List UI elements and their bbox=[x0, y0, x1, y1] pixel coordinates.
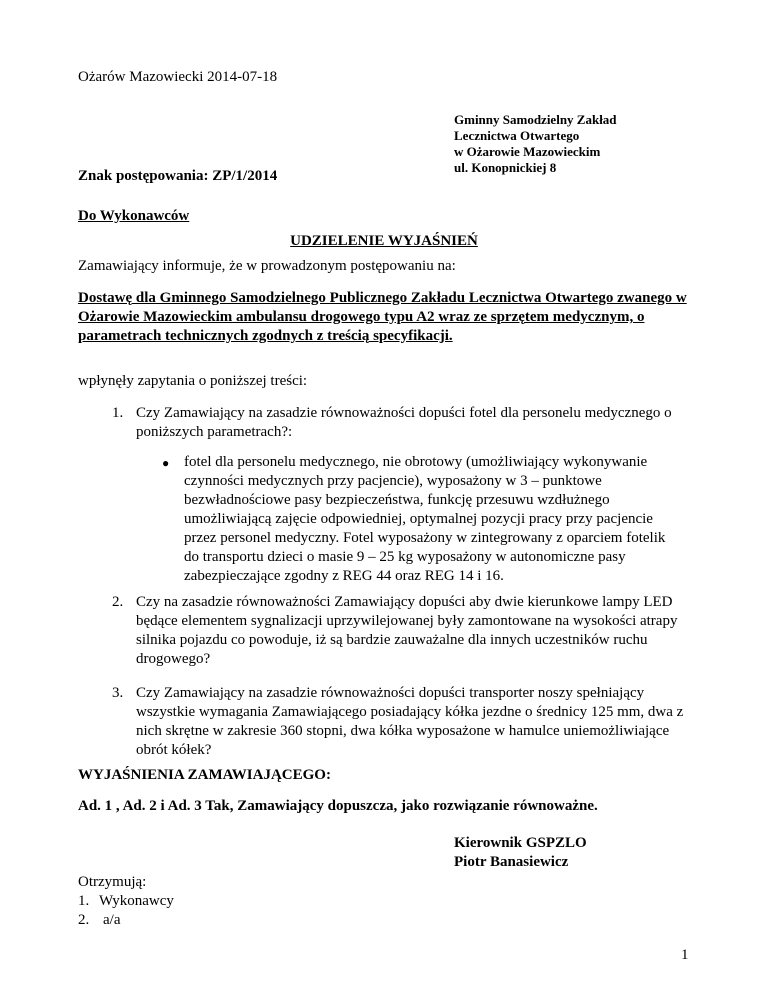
address-line: Gminny Samodzielny Zakład bbox=[454, 112, 617, 127]
distribution-text: Wykonawcy bbox=[99, 893, 174, 909]
bullet-icon: ● bbox=[162, 456, 170, 470]
distribution-label: Otrzymują: bbox=[78, 874, 147, 890]
case-number: Znak postępowania: ZP/1/2014 bbox=[78, 168, 278, 184]
address-line: Lecznictwa Otwartego bbox=[454, 128, 580, 143]
question-text: Czy na zasadzie równoważności Zamawiający dopuści aby dwie kierunkowe lampy LED będące elementem sygnalizacji uprzywilejowanej były zamontowane na wysokości atrapy silnika pojazdu co powoduje, iż są bardzie zauważalne dla innych uczestników ruchu drogowego? bbox=[136, 594, 678, 667]
address-block bbox=[454, 112, 617, 176]
question-text: Czy Zamawiający na zasadzie równoważności dopuści transporter noszy spełniający wszystkie wymagania Zamawiającego posiadający kółka jezdne o średnicy 125 mm, dwa z nich skrętne w zakresie 360 stopni, dwa kółka wyposażone w hamulce uniemożliwiające obrót kółek? bbox=[136, 685, 684, 758]
signature-role: Kierownik GSPZLO bbox=[454, 835, 587, 851]
questions-intro: wpłynęły zapytania o poniższej treści: bbox=[78, 373, 308, 389]
address-line: w Ożarowie Mazowieckim bbox=[454, 144, 601, 159]
place-date: Ożarów Mazowiecki 2014-07-18 bbox=[78, 69, 278, 85]
page-title: UDZIELENIE WYJAŚNIEŃ bbox=[290, 233, 478, 249]
distribution-text: a/a bbox=[103, 912, 121, 928]
distribution-item bbox=[78, 911, 120, 930]
page-number: 1 bbox=[681, 947, 689, 963]
question-text: Czy Zamawiający na zasadzie równoważności dopuści fotel dla personelu medycznego o poniższych parametrach?: bbox=[136, 405, 672, 440]
distribution-number: 2. bbox=[78, 912, 90, 928]
answers-heading: WYJAŚNIENIA ZAMAWIAJĄCEGO: bbox=[78, 767, 331, 783]
question-number: 2. bbox=[112, 594, 124, 610]
question-number: 1. bbox=[112, 405, 124, 421]
question-number: 3. bbox=[112, 685, 124, 701]
intro-text: Zamawiający informuje, że w prowadzonym postępowaniu na: bbox=[78, 258, 456, 274]
subject-text: Dostawę dla Gminnego Samodzielnego Publicznego Zakładu Lecznictwa Otwartego zwanego w Ożarowie Mazowieckim ambulansu drogowego typu A2 wraz ze sprzętem medycznym, o parametrach technicznych zgodnych z treścią specyfikacji. bbox=[78, 290, 687, 344]
answer-text: Ad. 1 , Ad. 2 i Ad. 3 Tak, Zamawiający dopuszcza, jako rozwiązanie równoważne. bbox=[78, 798, 598, 814]
signature-name: Piotr Banasiewicz bbox=[454, 854, 569, 870]
distribution-item bbox=[78, 892, 174, 911]
recipient: Do Wykonawców bbox=[78, 208, 190, 224]
address-line: ul. Konopnickiej 8 bbox=[454, 160, 557, 175]
question-bullet-text: fotel dla personelu medycznego, nie obrotowy (umożliwiający wykonywanie czynności medycznych przy pacjencie), wyposażony w 3 – punktowe bezwładnościowe pasy bezpieczeństwa, funkcję przesuwu wzdłużnego umożliwiającą zajęcie odpowiedniej, optymalnej pozycji pracy przy pacjencie przez personel medyczny. Fotel wyposażony w zintegrowany z oparciem fotelik do transportu dzieci o masie 9 – 25 kg wyposażony w autonomiczne pasy zabezpieczające zgodny z REG 44 oraz REG 14 i 16. bbox=[184, 454, 666, 584]
distribution-number: 1. bbox=[78, 893, 90, 909]
